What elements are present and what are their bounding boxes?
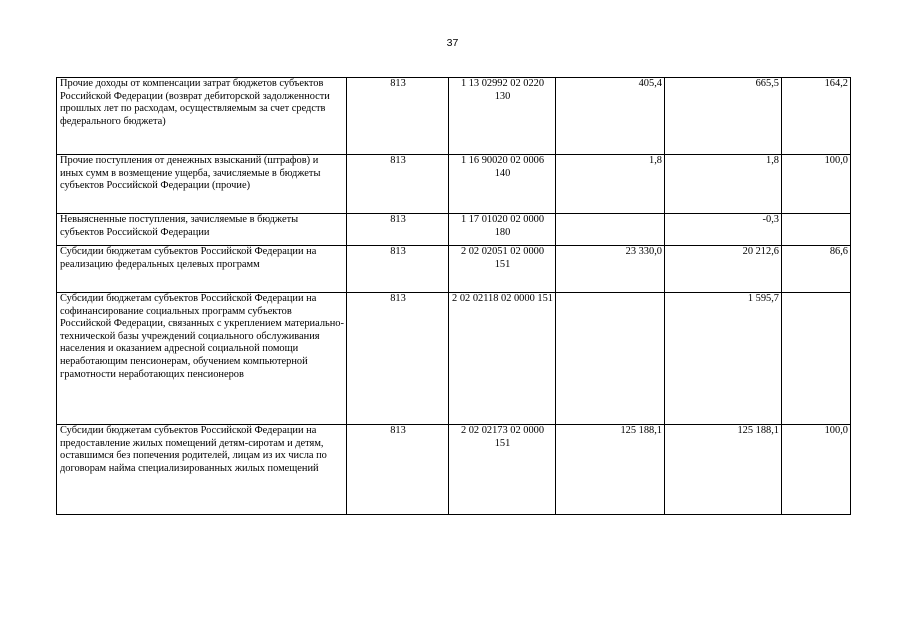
admin-code-cell: 813 (347, 155, 449, 214)
table-row (57, 293, 851, 425)
executed-amount-cell: 1 595,7 (665, 293, 782, 425)
executed-amount-cell: 665,5 (665, 78, 782, 155)
table-row (57, 425, 851, 515)
budget-classification-code-cell: 1 13 02992 02 0220 130 (449, 78, 556, 155)
revenue-name-cell: Субсидии бюджетам субъектов Российской Федерации на софинансирование социальных программ субъектов Российской Федерации, связанных с укреплением материально-технической базы учреждений социального обслуживания населения и оказанием адресной социальной помощи неработающим пенсионерам, обучением компьютерной грамотности неработающих пенсионеров (57, 293, 347, 425)
planned-amount-cell: 125 188,1 (556, 425, 665, 515)
planned-amount-cell (556, 214, 665, 246)
budget-classification-code-cell: 2 02 02173 02 0000 151 (449, 425, 556, 515)
budget-classification-code-cell: 2 02 02118 02 0000 151 (449, 293, 556, 425)
table-row (57, 78, 851, 155)
executed-amount-cell: 20 212,6 (665, 246, 782, 293)
budget-revenue-table (56, 77, 851, 515)
executed-amount-cell: -0,3 (665, 214, 782, 246)
admin-code-cell: 813 (347, 293, 449, 425)
executed-amount-cell: 125 188,1 (665, 425, 782, 515)
execution-percent-cell: 86,6 (782, 246, 851, 293)
execution-percent-cell (782, 293, 851, 425)
planned-amount-cell: 23 330,0 (556, 246, 665, 293)
execution-percent-cell: 100,0 (782, 425, 851, 515)
executed-amount-cell: 1,8 (665, 155, 782, 214)
admin-code-cell: 813 (347, 246, 449, 293)
budget-classification-code-cell: 2 02 02051 02 0000 151 (449, 246, 556, 293)
page-number: 37 (446, 37, 459, 49)
budget-classification-code-cell: 1 17 01020 02 0000 180 (449, 214, 556, 246)
revenue-name-cell: Невыясненные поступления, зачисляемые в бюджеты субъектов Российской Федерации (57, 214, 347, 246)
admin-code-cell: 813 (347, 425, 449, 515)
budget-classification-code-cell: 1 16 90020 02 0006 140 (449, 155, 556, 214)
execution-percent-cell: 100,0 (782, 155, 851, 214)
table-row (57, 155, 851, 214)
planned-amount-cell: 405,4 (556, 78, 665, 155)
revenue-name-cell: Субсидии бюджетам субъектов Российской Федерации на реализацию федеральных целевых программ (57, 246, 347, 293)
revenue-name-cell: Субсидии бюджетам субъектов Российской Федерации на предоставление жилых помещений детям-сиротам и детям, оставшимся без попечения родителей, лицам из их числа по договорам найма специализированных жилых помещений (57, 425, 347, 515)
revenue-name-cell: Прочие поступления от денежных взысканий (штрафов) и иных сумм в возмещение ущерба, зачисляемые в бюджеты субъектов Российской Федерации (прочие) (57, 155, 347, 214)
execution-percent-cell (782, 214, 851, 246)
execution-percent-cell: 164,2 (782, 78, 851, 155)
planned-amount-cell: 1,8 (556, 155, 665, 214)
admin-code-cell: 813 (347, 78, 449, 155)
planned-amount-cell (556, 293, 665, 425)
table-row (57, 214, 851, 246)
admin-code-cell: 813 (347, 214, 449, 246)
table-row (57, 246, 851, 293)
revenue-name-cell: Прочие доходы от компенсации затрат бюджетов субъектов Российской Федерации (возврат дебиторской задолженности прошлых лет по расходам, осуществляемым за счет средств федерального бюджета) (57, 78, 347, 155)
